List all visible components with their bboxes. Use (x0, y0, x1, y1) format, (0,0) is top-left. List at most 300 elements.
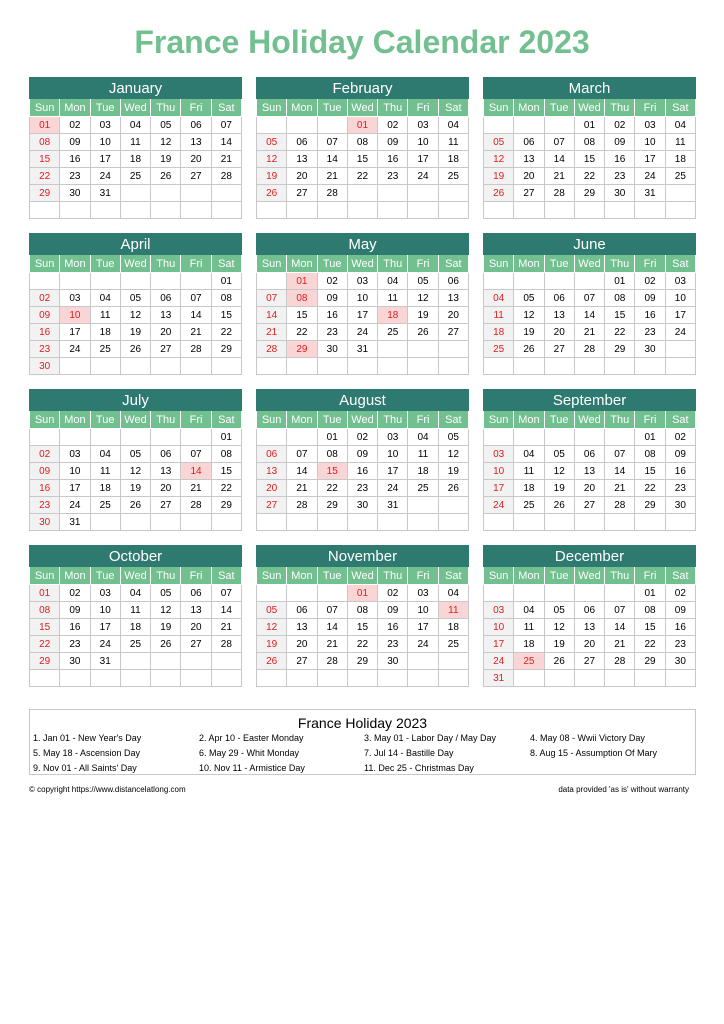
empty-cell (317, 585, 347, 602)
empty-cell (378, 185, 408, 202)
week-row (30, 341, 242, 358)
empty-cell (605, 585, 635, 602)
weekday-header: Fri (181, 411, 211, 429)
weekday-header: Fri (181, 567, 211, 585)
day-cell: 05 (151, 585, 181, 602)
week-row (484, 168, 696, 185)
empty-cell (257, 514, 287, 531)
day-cell: 08 (635, 602, 665, 619)
day-cell: 11 (378, 290, 408, 307)
day-cell: 06 (151, 290, 181, 307)
weekday-header: Sun (257, 567, 287, 585)
day-cell: 05 (544, 602, 574, 619)
day-cell: 19 (484, 168, 514, 185)
weekday-header: Sat (211, 411, 241, 429)
weekday-header: Mon (514, 255, 544, 273)
month-table (29, 99, 242, 219)
day-cell: 31 (347, 341, 377, 358)
weekday-header: Tue (544, 99, 574, 117)
day-cell: 06 (181, 585, 211, 602)
day-cell: 21 (605, 480, 635, 497)
empty-cell (120, 653, 150, 670)
empty-cell (484, 117, 514, 134)
month-april (29, 233, 242, 375)
day-cell: 09 (317, 290, 347, 307)
week-row (30, 670, 242, 687)
empty-cell (60, 273, 90, 290)
day-cell: 10 (484, 619, 514, 636)
day-cell: 12 (544, 463, 574, 480)
day-cell: 25 (90, 497, 120, 514)
day-cell: 26 (544, 653, 574, 670)
weekday-header: Sun (484, 99, 514, 117)
empty-cell (60, 429, 90, 446)
weekday-header: Tue (317, 255, 347, 273)
day-cell: 30 (635, 341, 665, 358)
day-cell: 06 (287, 134, 317, 151)
day-cell: 13 (287, 619, 317, 636)
day-cell: 03 (90, 585, 120, 602)
week-row (257, 358, 469, 375)
day-cell: 16 (60, 619, 90, 636)
week-row (30, 602, 242, 619)
day-cell: 22 (347, 636, 377, 653)
week-row (257, 185, 469, 202)
day-cell: 31 (90, 185, 120, 202)
empty-cell (605, 670, 635, 687)
month-november (256, 545, 469, 687)
day-cell: 05 (408, 273, 438, 290)
week-row (257, 463, 469, 480)
day-cell: 26 (514, 341, 544, 358)
weekday-header: Sat (438, 255, 468, 273)
day-cell: 23 (317, 324, 347, 341)
weekday-header: Thu (151, 411, 181, 429)
day-cell: 02 (60, 117, 90, 134)
empty-cell (514, 273, 544, 290)
empty-cell (151, 202, 181, 219)
day-cell: 16 (605, 151, 635, 168)
weekday-header: Fri (408, 255, 438, 273)
weekday-header: Wed (120, 411, 150, 429)
weekday-header: Tue (90, 255, 120, 273)
empty-cell (181, 653, 211, 670)
day-cell: 13 (574, 619, 604, 636)
day-cell: 04 (120, 117, 150, 134)
day-cell: 01 (605, 273, 635, 290)
day-cell: 05 (438, 429, 468, 446)
day-cell: 10 (90, 134, 120, 151)
empty-cell (287, 358, 317, 375)
week-row (484, 446, 696, 463)
day-cell: 12 (257, 151, 287, 168)
day-cell: 12 (484, 151, 514, 168)
empty-cell (60, 202, 90, 219)
weekday-header: Sat (665, 411, 695, 429)
day-cell: 29 (317, 497, 347, 514)
day-cell: 30 (60, 653, 90, 670)
day-cell: 24 (90, 168, 120, 185)
week-row (484, 358, 696, 375)
empty-cell (211, 185, 241, 202)
day-cell: 12 (151, 134, 181, 151)
day-cell: 10 (635, 134, 665, 151)
day-cell: 08 (605, 290, 635, 307)
holiday-item: 3. May 01 - Labor Day / May Day (364, 733, 497, 743)
day-cell: 07 (574, 290, 604, 307)
day-cell: 15 (347, 619, 377, 636)
day-cell: 28 (211, 168, 241, 185)
week-row (257, 273, 469, 290)
empty-cell (120, 429, 150, 446)
empty-cell (408, 202, 438, 219)
week-row (484, 619, 696, 636)
weekday-header: Mon (60, 567, 90, 585)
weekday-header: Sun (484, 255, 514, 273)
weekday-header: Wed (574, 567, 604, 585)
empty-cell (30, 273, 60, 290)
week-row (257, 619, 469, 636)
empty-cell (257, 670, 287, 687)
day-cell: 14 (544, 151, 574, 168)
day-cell: 16 (378, 619, 408, 636)
day-cell: 11 (438, 602, 468, 619)
day-cell: 11 (90, 463, 120, 480)
day-cell: 29 (635, 653, 665, 670)
day-cell: 13 (438, 290, 468, 307)
day-cell: 23 (378, 636, 408, 653)
day-cell: 19 (120, 324, 150, 341)
day-cell: 31 (635, 185, 665, 202)
day-cell: 22 (635, 480, 665, 497)
day-cell: 25 (665, 168, 695, 185)
empty-cell (408, 358, 438, 375)
day-cell: 21 (574, 324, 604, 341)
day-cell: 27 (151, 497, 181, 514)
week-row (484, 429, 696, 446)
empty-cell (408, 497, 438, 514)
empty-cell (544, 358, 574, 375)
week-row (257, 585, 469, 602)
day-cell: 29 (574, 185, 604, 202)
week-row (257, 653, 469, 670)
day-cell: 21 (211, 619, 241, 636)
day-cell: 15 (635, 619, 665, 636)
day-cell: 27 (287, 653, 317, 670)
day-cell: 25 (120, 168, 150, 185)
day-cell: 18 (120, 151, 150, 168)
month-title: October (29, 545, 242, 567)
month-table (256, 99, 469, 219)
day-cell: 18 (90, 324, 120, 341)
day-cell: 10 (90, 602, 120, 619)
day-cell: 03 (60, 290, 90, 307)
week-row (484, 290, 696, 307)
weekday-header: Mon (514, 411, 544, 429)
empty-cell (211, 202, 241, 219)
empty-cell (257, 202, 287, 219)
day-cell: 12 (514, 307, 544, 324)
day-cell: 25 (90, 341, 120, 358)
day-cell: 08 (574, 134, 604, 151)
day-cell: 22 (211, 324, 241, 341)
day-cell: 02 (378, 117, 408, 134)
empty-cell (438, 514, 468, 531)
day-cell: 19 (438, 463, 468, 480)
empty-cell (347, 670, 377, 687)
week-row (257, 670, 469, 687)
weekday-header: Tue (317, 567, 347, 585)
day-cell: 07 (317, 602, 347, 619)
month-table (256, 567, 469, 687)
day-cell: 11 (514, 463, 544, 480)
weekday-header: Tue (317, 411, 347, 429)
empty-cell (605, 358, 635, 375)
day-cell: 28 (317, 653, 347, 670)
empty-cell (605, 202, 635, 219)
day-cell: 26 (408, 324, 438, 341)
day-cell: 18 (408, 463, 438, 480)
day-cell: 24 (484, 497, 514, 514)
day-cell: 19 (257, 636, 287, 653)
weekday-header: Wed (347, 255, 377, 273)
day-cell: 04 (378, 273, 408, 290)
month-january (29, 77, 242, 219)
day-cell: 23 (605, 168, 635, 185)
day-cell: 09 (378, 134, 408, 151)
day-cell: 01 (30, 585, 60, 602)
weekday-header: Tue (544, 255, 574, 273)
holiday-item: 7. Jul 14 - Bastille Day (364, 748, 454, 758)
weekday-header: Sat (665, 255, 695, 273)
day-cell: 22 (574, 168, 604, 185)
day-cell: 05 (544, 446, 574, 463)
day-cell: 19 (408, 307, 438, 324)
week-row (257, 290, 469, 307)
weekday-header: Sat (211, 99, 241, 117)
weekday-header: Sat (665, 567, 695, 585)
empty-cell (30, 429, 60, 446)
day-cell: 15 (211, 307, 241, 324)
day-cell: 18 (378, 307, 408, 324)
day-cell: 21 (181, 480, 211, 497)
day-cell: 04 (514, 602, 544, 619)
day-cell: 04 (438, 585, 468, 602)
empty-cell (514, 670, 544, 687)
weekday-header: Tue (317, 99, 347, 117)
day-cell: 11 (120, 134, 150, 151)
month-title: April (29, 233, 242, 255)
day-cell: 07 (181, 290, 211, 307)
day-cell: 22 (287, 324, 317, 341)
day-cell: 17 (408, 619, 438, 636)
day-cell: 13 (574, 463, 604, 480)
day-cell: 05 (120, 446, 150, 463)
day-cell: 17 (484, 480, 514, 497)
week-row (30, 307, 242, 324)
weekday-header: Mon (287, 567, 317, 585)
empty-cell (408, 185, 438, 202)
empty-cell (287, 202, 317, 219)
day-cell: 01 (317, 429, 347, 446)
empty-cell (347, 185, 377, 202)
day-cell: 31 (484, 670, 514, 687)
day-cell: 11 (120, 602, 150, 619)
empty-cell (484, 273, 514, 290)
week-row (30, 202, 242, 219)
empty-cell (574, 670, 604, 687)
day-cell: 01 (30, 117, 60, 134)
day-cell: 07 (211, 585, 241, 602)
day-cell: 01 (635, 585, 665, 602)
week-row (484, 202, 696, 219)
weekday-header: Wed (120, 567, 150, 585)
day-cell: 16 (665, 619, 695, 636)
empty-cell (317, 202, 347, 219)
weekday-header: Sat (211, 255, 241, 273)
day-cell: 13 (151, 463, 181, 480)
day-cell: 15 (30, 151, 60, 168)
day-cell: 13 (181, 602, 211, 619)
empty-cell (317, 670, 347, 687)
day-cell: 02 (635, 273, 665, 290)
day-cell: 10 (60, 307, 90, 324)
day-cell: 19 (257, 168, 287, 185)
holiday-item: 4. May 08 - Wwii Victory Day (530, 733, 645, 743)
day-cell: 06 (574, 446, 604, 463)
day-cell: 02 (30, 446, 60, 463)
day-cell: 09 (605, 134, 635, 151)
day-cell: 14 (211, 134, 241, 151)
weekday-header: Sun (484, 567, 514, 585)
week-row (257, 602, 469, 619)
day-cell: 21 (605, 636, 635, 653)
day-cell: 17 (484, 636, 514, 653)
week-row (484, 602, 696, 619)
week-row (484, 117, 696, 134)
week-row (30, 324, 242, 341)
weekday-header: Fri (181, 255, 211, 273)
month-title: November (256, 545, 469, 567)
day-cell: 27 (181, 168, 211, 185)
day-cell: 03 (378, 429, 408, 446)
day-cell: 09 (665, 602, 695, 619)
week-row (484, 514, 696, 531)
empty-cell (378, 358, 408, 375)
empty-cell (408, 670, 438, 687)
month-title: February (256, 77, 469, 99)
day-cell: 29 (635, 497, 665, 514)
empty-cell (484, 514, 514, 531)
day-cell: 16 (347, 463, 377, 480)
empty-cell (30, 202, 60, 219)
day-cell: 08 (287, 290, 317, 307)
day-cell: 26 (151, 168, 181, 185)
day-cell: 30 (665, 653, 695, 670)
empty-cell (257, 429, 287, 446)
weekday-header: Wed (347, 567, 377, 585)
day-cell: 12 (257, 619, 287, 636)
month-table (29, 567, 242, 687)
empty-cell (574, 514, 604, 531)
weekday-header: Sun (30, 567, 60, 585)
week-row (484, 463, 696, 480)
week-row (257, 429, 469, 446)
day-cell: 30 (60, 185, 90, 202)
week-row (484, 273, 696, 290)
day-cell: 02 (30, 290, 60, 307)
empty-cell (514, 358, 544, 375)
week-row (257, 202, 469, 219)
empty-cell (60, 358, 90, 375)
month-title: June (483, 233, 696, 255)
empty-cell (665, 670, 695, 687)
day-cell: 04 (120, 585, 150, 602)
day-cell: 15 (287, 307, 317, 324)
day-cell: 03 (60, 446, 90, 463)
day-cell: 23 (30, 497, 60, 514)
empty-cell (544, 670, 574, 687)
day-cell: 05 (257, 134, 287, 151)
empty-cell (635, 358, 665, 375)
empty-cell (181, 202, 211, 219)
day-cell: 27 (287, 185, 317, 202)
day-cell: 18 (438, 151, 468, 168)
day-cell: 20 (574, 480, 604, 497)
day-cell: 30 (30, 358, 60, 375)
month-june (483, 233, 696, 375)
weekday-header: Fri (408, 567, 438, 585)
month-table (483, 567, 696, 687)
day-cell: 20 (544, 324, 574, 341)
week-row (484, 497, 696, 514)
weekday-header: Thu (605, 567, 635, 585)
day-cell: 17 (90, 151, 120, 168)
day-cell: 25 (408, 480, 438, 497)
day-cell: 29 (287, 341, 317, 358)
day-cell: 17 (665, 307, 695, 324)
week-row (30, 619, 242, 636)
month-title: July (29, 389, 242, 411)
day-cell: 06 (514, 134, 544, 151)
day-cell: 10 (408, 602, 438, 619)
empty-cell (257, 585, 287, 602)
day-cell: 07 (287, 446, 317, 463)
weekday-header: Sun (257, 411, 287, 429)
empty-cell (438, 341, 468, 358)
day-cell: 31 (60, 514, 90, 531)
day-cell: 01 (347, 585, 377, 602)
day-cell: 03 (665, 273, 695, 290)
week-row (30, 636, 242, 653)
day-cell: 15 (605, 307, 635, 324)
day-cell: 28 (544, 185, 574, 202)
weekday-header: Wed (574, 255, 604, 273)
weekday-header: Fri (635, 99, 665, 117)
weekday-header: Sun (484, 411, 514, 429)
month-march (483, 77, 696, 219)
day-cell: 22 (605, 324, 635, 341)
day-cell: 28 (574, 341, 604, 358)
day-cell: 15 (317, 463, 347, 480)
week-row (30, 290, 242, 307)
day-cell: 10 (665, 290, 695, 307)
empty-cell (484, 429, 514, 446)
day-cell: 17 (378, 463, 408, 480)
day-cell: 06 (438, 273, 468, 290)
empty-cell (181, 185, 211, 202)
weekday-header: Fri (635, 255, 665, 273)
